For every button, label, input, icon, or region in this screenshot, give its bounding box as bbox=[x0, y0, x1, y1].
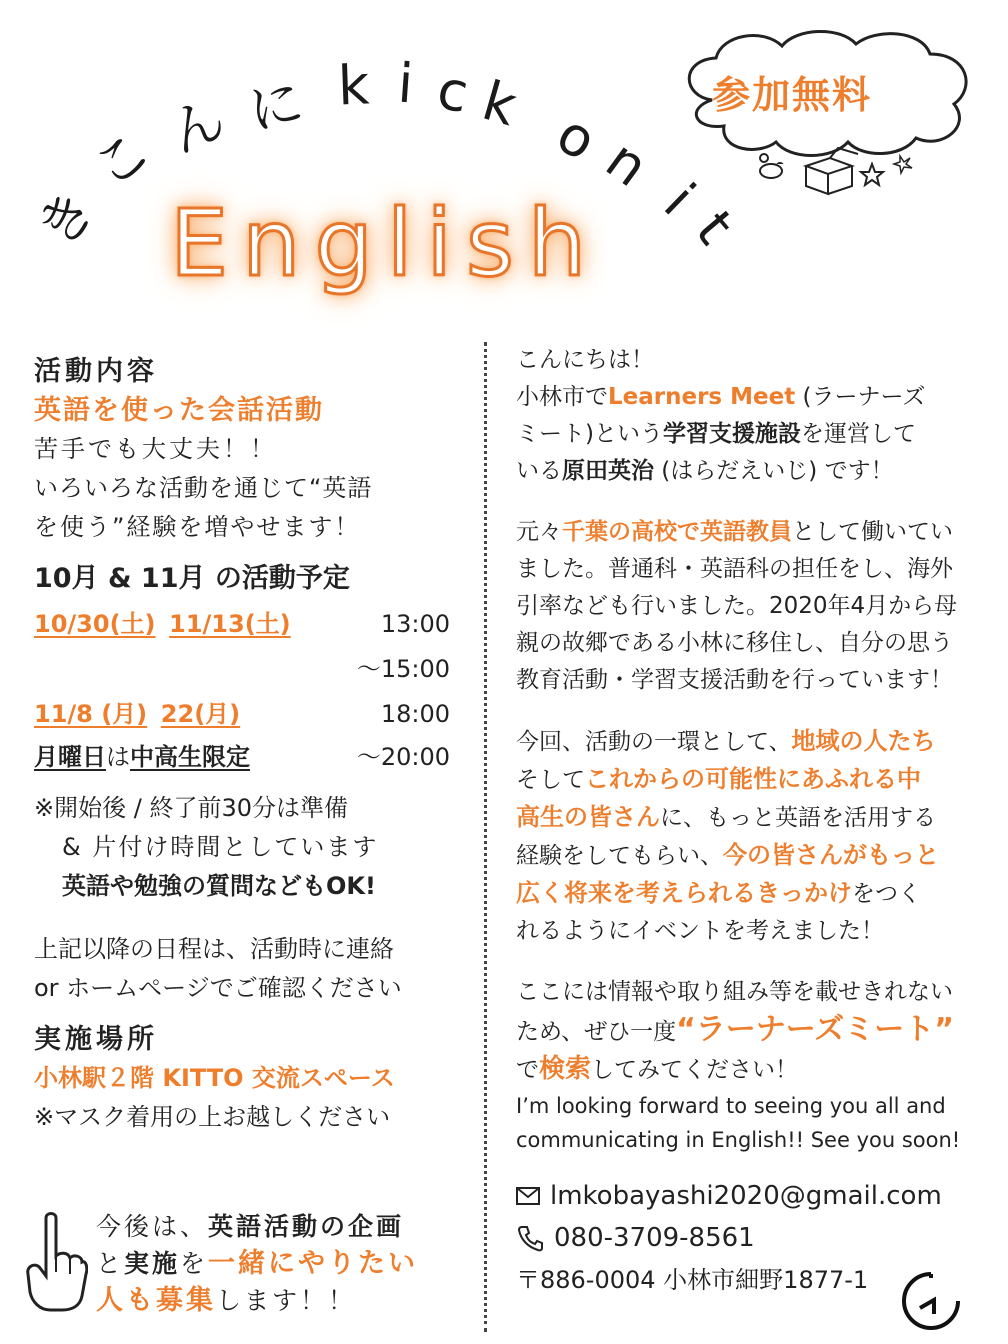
title-char: o bbox=[546, 101, 607, 174]
later-line: 上記以降の日程は、活動時に連絡 bbox=[34, 935, 394, 963]
free-badge: 参加無料 bbox=[712, 73, 873, 117]
purpose-text: そして bbox=[516, 767, 585, 793]
purpose-highlight: 高生の皆さん bbox=[516, 803, 660, 831]
intro-text: (ラーナーズ bbox=[795, 384, 926, 410]
recruit-text: を bbox=[180, 1249, 209, 1278]
recruit-text: と bbox=[96, 1249, 125, 1278]
monday-note-row bbox=[34, 737, 464, 777]
end-time: ～20:00 bbox=[356, 743, 450, 771]
title-char: き bbox=[24, 178, 108, 259]
activity-line: を使う”経験を増やせます！ bbox=[34, 513, 361, 541]
note-line: & 片付け時間としています bbox=[62, 833, 379, 861]
bio-highlight: 千葉の高校で英語教員 bbox=[562, 519, 792, 545]
intro-bold: 学習支援施設 bbox=[662, 421, 801, 447]
intro-text: ミート)という bbox=[516, 421, 663, 447]
purpose-line bbox=[516, 761, 976, 799]
bio-text: として働いてい bbox=[792, 519, 953, 545]
purpose-text: 経験をしてもらい、 bbox=[516, 843, 723, 869]
monday-label: 月曜日 bbox=[34, 743, 106, 771]
address: 〒886-0004 小林市細野1877-1 bbox=[516, 1266, 869, 1294]
purpose-line bbox=[516, 723, 976, 761]
schedule-months: 10月 & 11月 bbox=[34, 563, 206, 594]
search-text: で bbox=[516, 1057, 539, 1083]
right-column bbox=[516, 342, 976, 1301]
purpose-text: 今回、活動の一環として、 bbox=[516, 729, 792, 755]
title-char: こ bbox=[80, 118, 163, 202]
recruit-text: します！！ bbox=[216, 1286, 357, 1315]
phone-number[interactable]: 080-3709-8561 bbox=[554, 1223, 755, 1253]
activity-line: 苦手でも大丈夫！！ bbox=[34, 435, 277, 463]
search-text: ため、ぜひ一度 bbox=[516, 1019, 677, 1045]
email-row bbox=[516, 1175, 976, 1217]
bio-line: 引率なども行いました。2020年4月から母 bbox=[516, 593, 958, 619]
english-message: communicating in English!! See you soon! bbox=[516, 1128, 961, 1152]
purpose-text: に、もっと英語を活用する bbox=[660, 805, 936, 831]
intro-text: 小林市で bbox=[516, 384, 608, 410]
purpose-highlight: 地域の人たち bbox=[791, 727, 936, 755]
mail-icon bbox=[516, 1187, 540, 1205]
note-line: ※開始後 / 終了前30分は準備 bbox=[34, 794, 348, 822]
intro-line bbox=[516, 453, 976, 490]
start-time: 13:00 bbox=[380, 610, 450, 638]
saturday-schedule bbox=[34, 602, 464, 647]
search-line bbox=[516, 1051, 976, 1089]
students-only-label: 中高生限定 bbox=[130, 743, 250, 771]
title-char: k bbox=[475, 68, 524, 139]
purpose-line bbox=[516, 837, 976, 875]
start-time: 18:00 bbox=[380, 700, 450, 728]
title-char: k bbox=[336, 53, 371, 118]
activity-title: 英語を使った会話活動 bbox=[34, 395, 324, 426]
title-char: i bbox=[395, 51, 416, 116]
bio-line: ました。普通科・英語科の担任をし、海外 bbox=[516, 556, 953, 582]
monday-particle: は bbox=[106, 743, 130, 771]
title-char: に bbox=[242, 69, 309, 143]
recruit-highlight: 一緒にやりたい bbox=[208, 1248, 419, 1279]
small-star-icon bbox=[756, 160, 786, 182]
purpose-text: をつく bbox=[852, 881, 921, 907]
bio-text: 元々 bbox=[516, 519, 562, 545]
later-line: or ホームページでご確認ください bbox=[34, 974, 402, 1002]
purpose-highlight: これからの可能性にあふれる中 bbox=[585, 765, 921, 793]
title-char: t bbox=[683, 199, 746, 256]
search-line bbox=[516, 1011, 976, 1051]
date-link[interactable]: 10/30(土) bbox=[34, 610, 156, 638]
intro-line bbox=[516, 416, 976, 453]
phone-row bbox=[516, 1217, 976, 1259]
logo-icon bbox=[898, 1268, 964, 1334]
english-message: I’m looking forward to seeing you all and bbox=[516, 1094, 946, 1118]
intro-line bbox=[516, 379, 976, 416]
recruit-highlight: 人も募集 bbox=[96, 1285, 216, 1316]
search-line: ここには情報や取り組み等を載せきれない bbox=[516, 979, 953, 1005]
search-text: してみてください！ bbox=[591, 1057, 799, 1083]
note-line: 英語や勉強の質問などもOK! bbox=[62, 872, 376, 900]
end-time: ～15:00 bbox=[356, 655, 450, 683]
left-column bbox=[34, 352, 464, 1137]
bio-line: 教育活動・学習支援活動を行っています！ bbox=[516, 667, 953, 693]
gift-box-icon bbox=[800, 146, 920, 196]
learners-meet-name: Learners Meet bbox=[608, 384, 796, 410]
schedule-suffix: の活動予定 bbox=[205, 563, 350, 594]
title-char: c bbox=[432, 57, 473, 126]
title-char: ん bbox=[158, 86, 235, 167]
recruit-text: 今後は、 bbox=[96, 1212, 209, 1241]
saturday-end-row bbox=[34, 647, 464, 692]
venue-name: 小林駅２階 KITTO 交流スペース bbox=[34, 1064, 395, 1092]
presenter-name: 原田英治 bbox=[562, 458, 654, 484]
date-link[interactable]: 11/8 (月) bbox=[34, 700, 148, 728]
bio-line bbox=[516, 514, 976, 551]
activity-heading: 活動内容 bbox=[34, 356, 158, 387]
english-title: English bbox=[170, 190, 601, 297]
recruit-text: 英語活動の企画 bbox=[208, 1212, 405, 1241]
greeting: こんにちは！ bbox=[516, 347, 654, 373]
intro-text: いる bbox=[516, 458, 562, 484]
date-link[interactable]: 22(月) bbox=[160, 700, 241, 728]
recruit-message bbox=[96, 1208, 456, 1319]
date-link[interactable]: 11/13(土) bbox=[169, 610, 291, 638]
intro-text: (はらだえいじ) です！ bbox=[654, 458, 894, 484]
search-highlight: 検索 bbox=[539, 1054, 592, 1084]
activity-line: いろいろな活動を通じて“英語 bbox=[34, 474, 373, 502]
email-address[interactable]: lmkobayashi2020@gmail.com bbox=[550, 1181, 942, 1211]
column-divider bbox=[484, 342, 487, 1332]
purpose-line bbox=[516, 799, 976, 837]
intro-text: を運営して bbox=[800, 421, 916, 447]
search-keyword: “ラーナーズミート” bbox=[676, 1012, 955, 1047]
purpose-line: れるようにイベントを考えました！ bbox=[516, 918, 884, 944]
pointing-hand-icon bbox=[24, 1212, 88, 1312]
monday-schedule bbox=[34, 692, 464, 737]
phone-icon bbox=[516, 1224, 544, 1252]
title-char: n bbox=[594, 127, 660, 200]
purpose-line bbox=[516, 875, 976, 913]
venue-heading: 実施場所 bbox=[34, 1024, 158, 1055]
schedule-heading bbox=[34, 559, 464, 598]
title-char: i bbox=[652, 171, 707, 228]
mask-note: ※マスク着用の上お越しください bbox=[34, 1103, 391, 1131]
bio-line: 親の故郷である小林に移住し、自分の思う bbox=[516, 630, 953, 656]
purpose-highlight: 広く将来を考えられるきっかけ bbox=[516, 879, 852, 907]
recruit-text: 実施 bbox=[124, 1249, 181, 1278]
purpose-highlight: 今の皆さんがもっと bbox=[723, 841, 939, 869]
